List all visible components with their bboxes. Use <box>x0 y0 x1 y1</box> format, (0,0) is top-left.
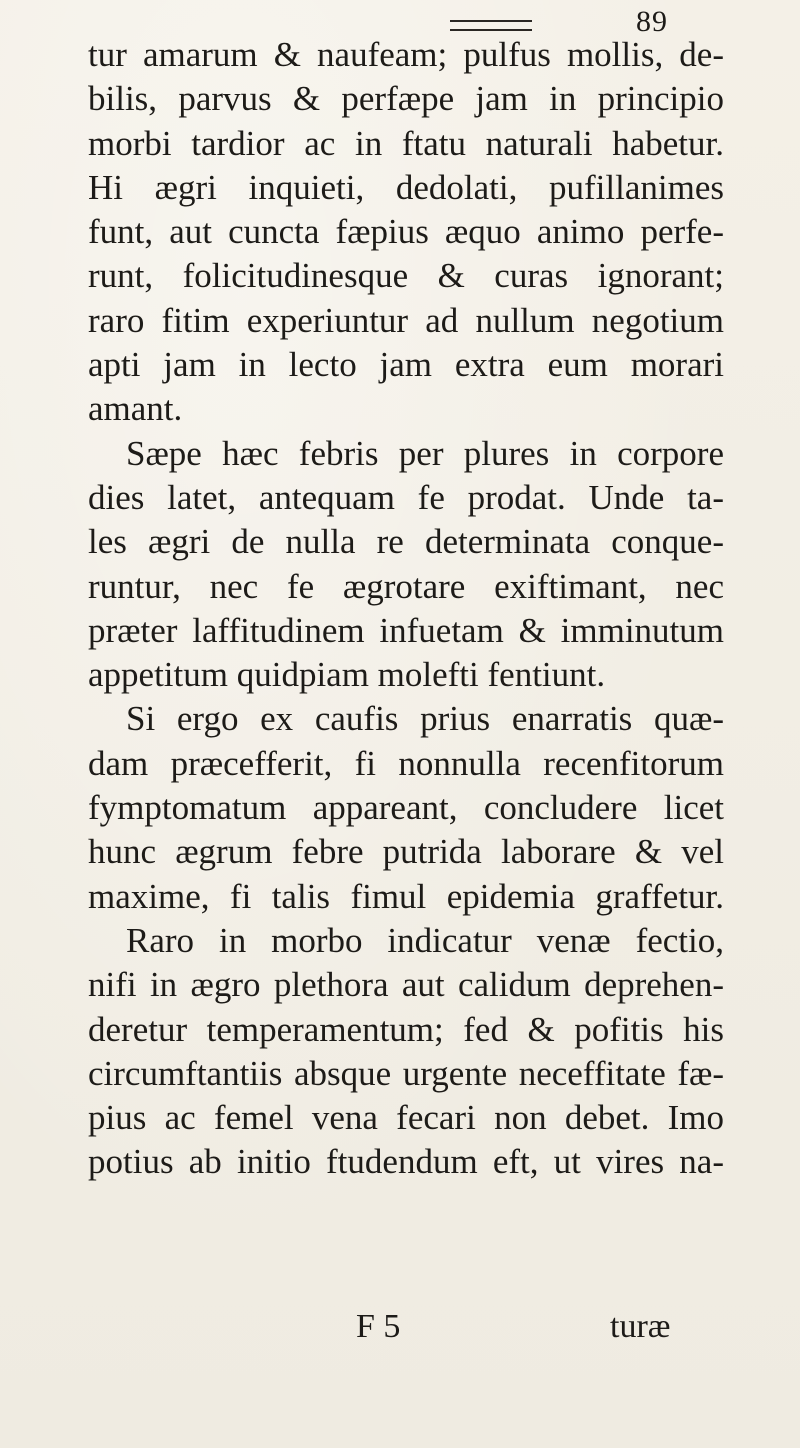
text-line: potius ab initio ftudendum eft, ut vires na- <box>88 1142 724 1182</box>
signature-mark: F 5 <box>356 1308 401 1345</box>
text-line: funt, aut cuncta fæpius æquo animo perfe- <box>88 212 724 252</box>
text-line: præter laffitudinem infuetam & imminutum <box>88 610 724 650</box>
text-line: morbi tardior ac in ftatu naturali habetur. <box>88 123 724 163</box>
text-line: Hi ægri inquieti, dedolati, pufillanimes <box>88 167 724 207</box>
text-line: appetitum quidpiam molefti fentiunt. <box>88 655 606 695</box>
catchword: turæ <box>610 1308 671 1345</box>
text-line: deretur temperamentum; fed & pofitis his <box>88 1009 724 1049</box>
text-line: pius ac femel vena fecari non debet. Imo <box>88 1098 724 1138</box>
text-line: nifi in ægro plethora aut calidum deprehen- <box>88 965 724 1005</box>
page-number: 89 <box>636 5 668 38</box>
text-line: Si ergo ex caufis prius enarratis quæ- <box>126 699 724 739</box>
body-text <box>88 33 724 1185</box>
text-line: tur amarum & naufeam; pulfus mollis, de- <box>88 35 724 74</box>
text-line: fymptomatum appareant, concludere licet <box>88 788 724 828</box>
text-line: amant. <box>88 389 183 429</box>
text-line: runtur, nec fe ægrotare exiftimant, nec <box>88 566 724 606</box>
text-line: Raro in morbo indicatur venæ fectio, <box>126 920 724 960</box>
header-double-rule <box>450 20 532 31</box>
text-line: dies latet, antequam fe prodat. Unde ta- <box>88 477 724 517</box>
text-line: hunc ægrum febre putrida laborare & vel <box>88 832 724 872</box>
text-line: runt, folicitudinesque & curas ignorant; <box>88 256 724 296</box>
text-line: Sæpe hæc febris per plures in corpore <box>126 433 724 473</box>
text-line: les ægri de nulla re determinata conque- <box>88 522 724 562</box>
text-line: bilis, parvus & perfæpe jam in principio <box>88 79 724 119</box>
text-line: circumftantiis absque urgente neceffitate fæ- <box>88 1053 724 1093</box>
text-line: raro fitim experiuntur ad nullum negotium <box>88 300 724 340</box>
text-line: maxime, fi talis fimul epidemia graffetur. <box>88 876 724 916</box>
text-line: apti jam in lecto jam extra eum morari <box>88 345 724 385</box>
text-line: dam præcefferit, fi nonnulla recenfitorum <box>88 743 724 783</box>
